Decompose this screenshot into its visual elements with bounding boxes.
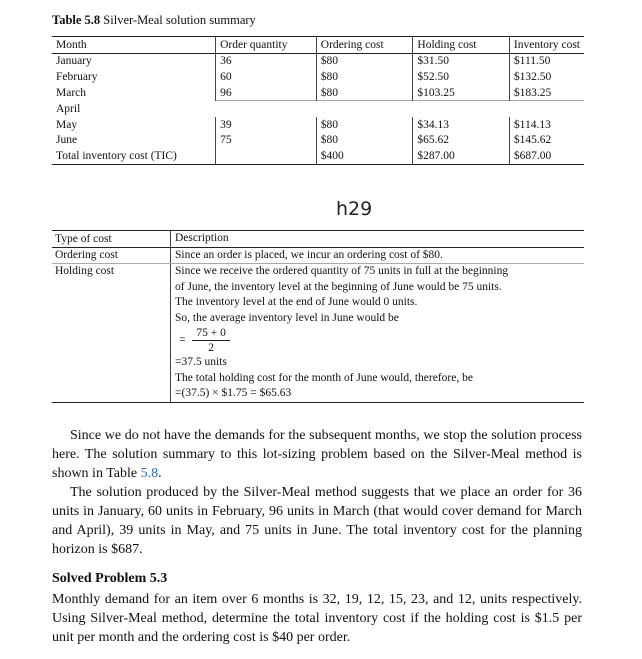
cell-inventory-cost: $145.62 xyxy=(509,133,584,149)
table-caption-label: Table 5.8 xyxy=(52,13,101,27)
cell-order-quantity: 96 xyxy=(216,85,317,101)
cell-inventory-cost: $183.25 xyxy=(509,85,584,101)
description-line: So, the average inventory level in June would be xyxy=(175,311,399,324)
fraction-numerator: 75 + 0 xyxy=(192,326,230,341)
cost-type: Holding cost xyxy=(55,265,115,277)
cell-month: May xyxy=(56,118,78,131)
fraction-equals: = xyxy=(179,333,186,346)
header-description: Description xyxy=(170,231,584,247)
cell-inventory-cost: $111.50 xyxy=(509,53,584,69)
cell-holding-cost: $103.25 xyxy=(413,85,509,101)
cell-ordering-cost xyxy=(316,101,413,117)
header-order-quantity: Order quantity xyxy=(216,37,317,54)
description-line: =37.5 units xyxy=(175,356,227,368)
header-type-of-cost: Type of cost xyxy=(55,232,112,245)
page-number: h29 xyxy=(336,198,373,220)
header-inventory-cost: Inventory cost xyxy=(509,37,584,54)
cell-order-quantity: 36 xyxy=(216,53,317,69)
description-line: =(37.5) × $1.75 = $65.63 xyxy=(175,387,292,399)
cell-order-quantity xyxy=(216,101,317,117)
table-row xyxy=(52,69,584,85)
cell-order-quantity: 39 xyxy=(216,117,317,133)
cell-ordering-cost: $400 xyxy=(316,148,413,164)
cost-type: Ordering cost xyxy=(55,248,118,261)
cell-ordering-cost: $80 xyxy=(316,117,413,133)
cost-table-header xyxy=(52,230,584,248)
cell-ordering-cost: $80 xyxy=(316,85,413,101)
cost-description: Since an order is placed, we incur an ordering cost of $80. xyxy=(170,248,584,264)
cell-order-quantity: 60 xyxy=(216,69,317,85)
header-holding-cost: Holding cost xyxy=(413,37,509,54)
paragraph-text: Since we do not have the demands for the subsequent months, we stop the solution process here. The solution summary to this lot-sizing problem based on the Silver-Meal method is shown in Table xyxy=(52,428,582,481)
body-text xyxy=(52,426,582,559)
paragraph-text: . xyxy=(158,466,162,481)
table-caption-text: Silver-Meal solution summary xyxy=(103,13,256,27)
table-row xyxy=(52,133,584,149)
cell-holding-cost: $52.50 xyxy=(413,69,509,85)
cost-row-ordering xyxy=(52,248,584,265)
description-line: The inventory level at the end of June would 0 units. xyxy=(175,296,418,308)
description-line: The total holding cost for the month of June would, therefore, be xyxy=(175,371,473,384)
cost-description-table xyxy=(52,230,584,403)
cell-holding-cost: $287.00 xyxy=(413,148,509,164)
cell-ordering-cost: $80 xyxy=(316,69,413,85)
header-ordering-cost: Ordering cost xyxy=(316,37,413,54)
cell-holding-cost xyxy=(413,101,509,117)
cell-order-quantity: 75 xyxy=(216,133,317,149)
table-header-row xyxy=(52,37,584,54)
cell-inventory-cost: $132.50 xyxy=(509,69,584,85)
fraction-denominator: 2 xyxy=(208,342,214,354)
description-line: Since we receive the ordered quantity of 75 units in full at the beginning xyxy=(175,265,509,277)
table-reference-link[interactable]: 5.8 xyxy=(140,466,159,481)
table-row xyxy=(52,101,584,117)
cell-holding-cost: $65.62 xyxy=(413,133,509,149)
cell-holding-cost: $31.50 xyxy=(413,53,509,69)
cell-inventory-cost xyxy=(509,101,584,117)
table-row xyxy=(52,53,584,69)
table-row xyxy=(52,117,584,133)
cell-month: June xyxy=(56,134,78,147)
cell-ordering-cost: $80 xyxy=(316,133,413,149)
solved-problem-text: Monthly demand for an item over 6 months is 32, 19, 12, 15, 23, and 12, units respectively. Using Silver-Meal method, determine the total inventory cost if the holding cost is $1.5 per unit per month and the ordering cost is $40 per order. xyxy=(52,592,582,645)
silver-meal-summary-table xyxy=(52,36,584,165)
cost-description xyxy=(170,264,584,402)
header-month: Month xyxy=(52,37,216,54)
table-total-row xyxy=(52,148,584,164)
description-line: of June, the inventory level at the beginning of June would be 75 units. xyxy=(175,280,502,293)
cell-month: February xyxy=(56,70,98,83)
cell-month: Total inventory cost (TIC) xyxy=(52,148,216,164)
solved-problem-title: Solved Problem 5.3 xyxy=(52,571,168,586)
table-row xyxy=(52,85,584,101)
cell-ordering-cost: $80 xyxy=(316,53,413,69)
cell-inventory-cost: $687.00 xyxy=(509,148,584,164)
cell-month: April xyxy=(56,102,81,115)
cell-inventory-cost: $114.13 xyxy=(509,117,584,133)
cell-month: March xyxy=(56,86,87,99)
table-caption xyxy=(52,13,256,28)
cell-order-quantity xyxy=(216,148,317,164)
cell-holding-cost: $34.13 xyxy=(413,117,509,133)
cost-row-holding xyxy=(52,264,584,403)
paragraph xyxy=(52,426,582,483)
average-fraction xyxy=(179,326,230,355)
cell-month: January xyxy=(56,55,92,68)
paragraph: The solution produced by the Silver-Meal method suggests that we place an order for 36 units in January, 60 units in February, 96 units in March (that would cover demand for March and April), 39 units in May, and 75 units in June. The total inventory cost for the planning horizon is $687. xyxy=(52,485,582,557)
